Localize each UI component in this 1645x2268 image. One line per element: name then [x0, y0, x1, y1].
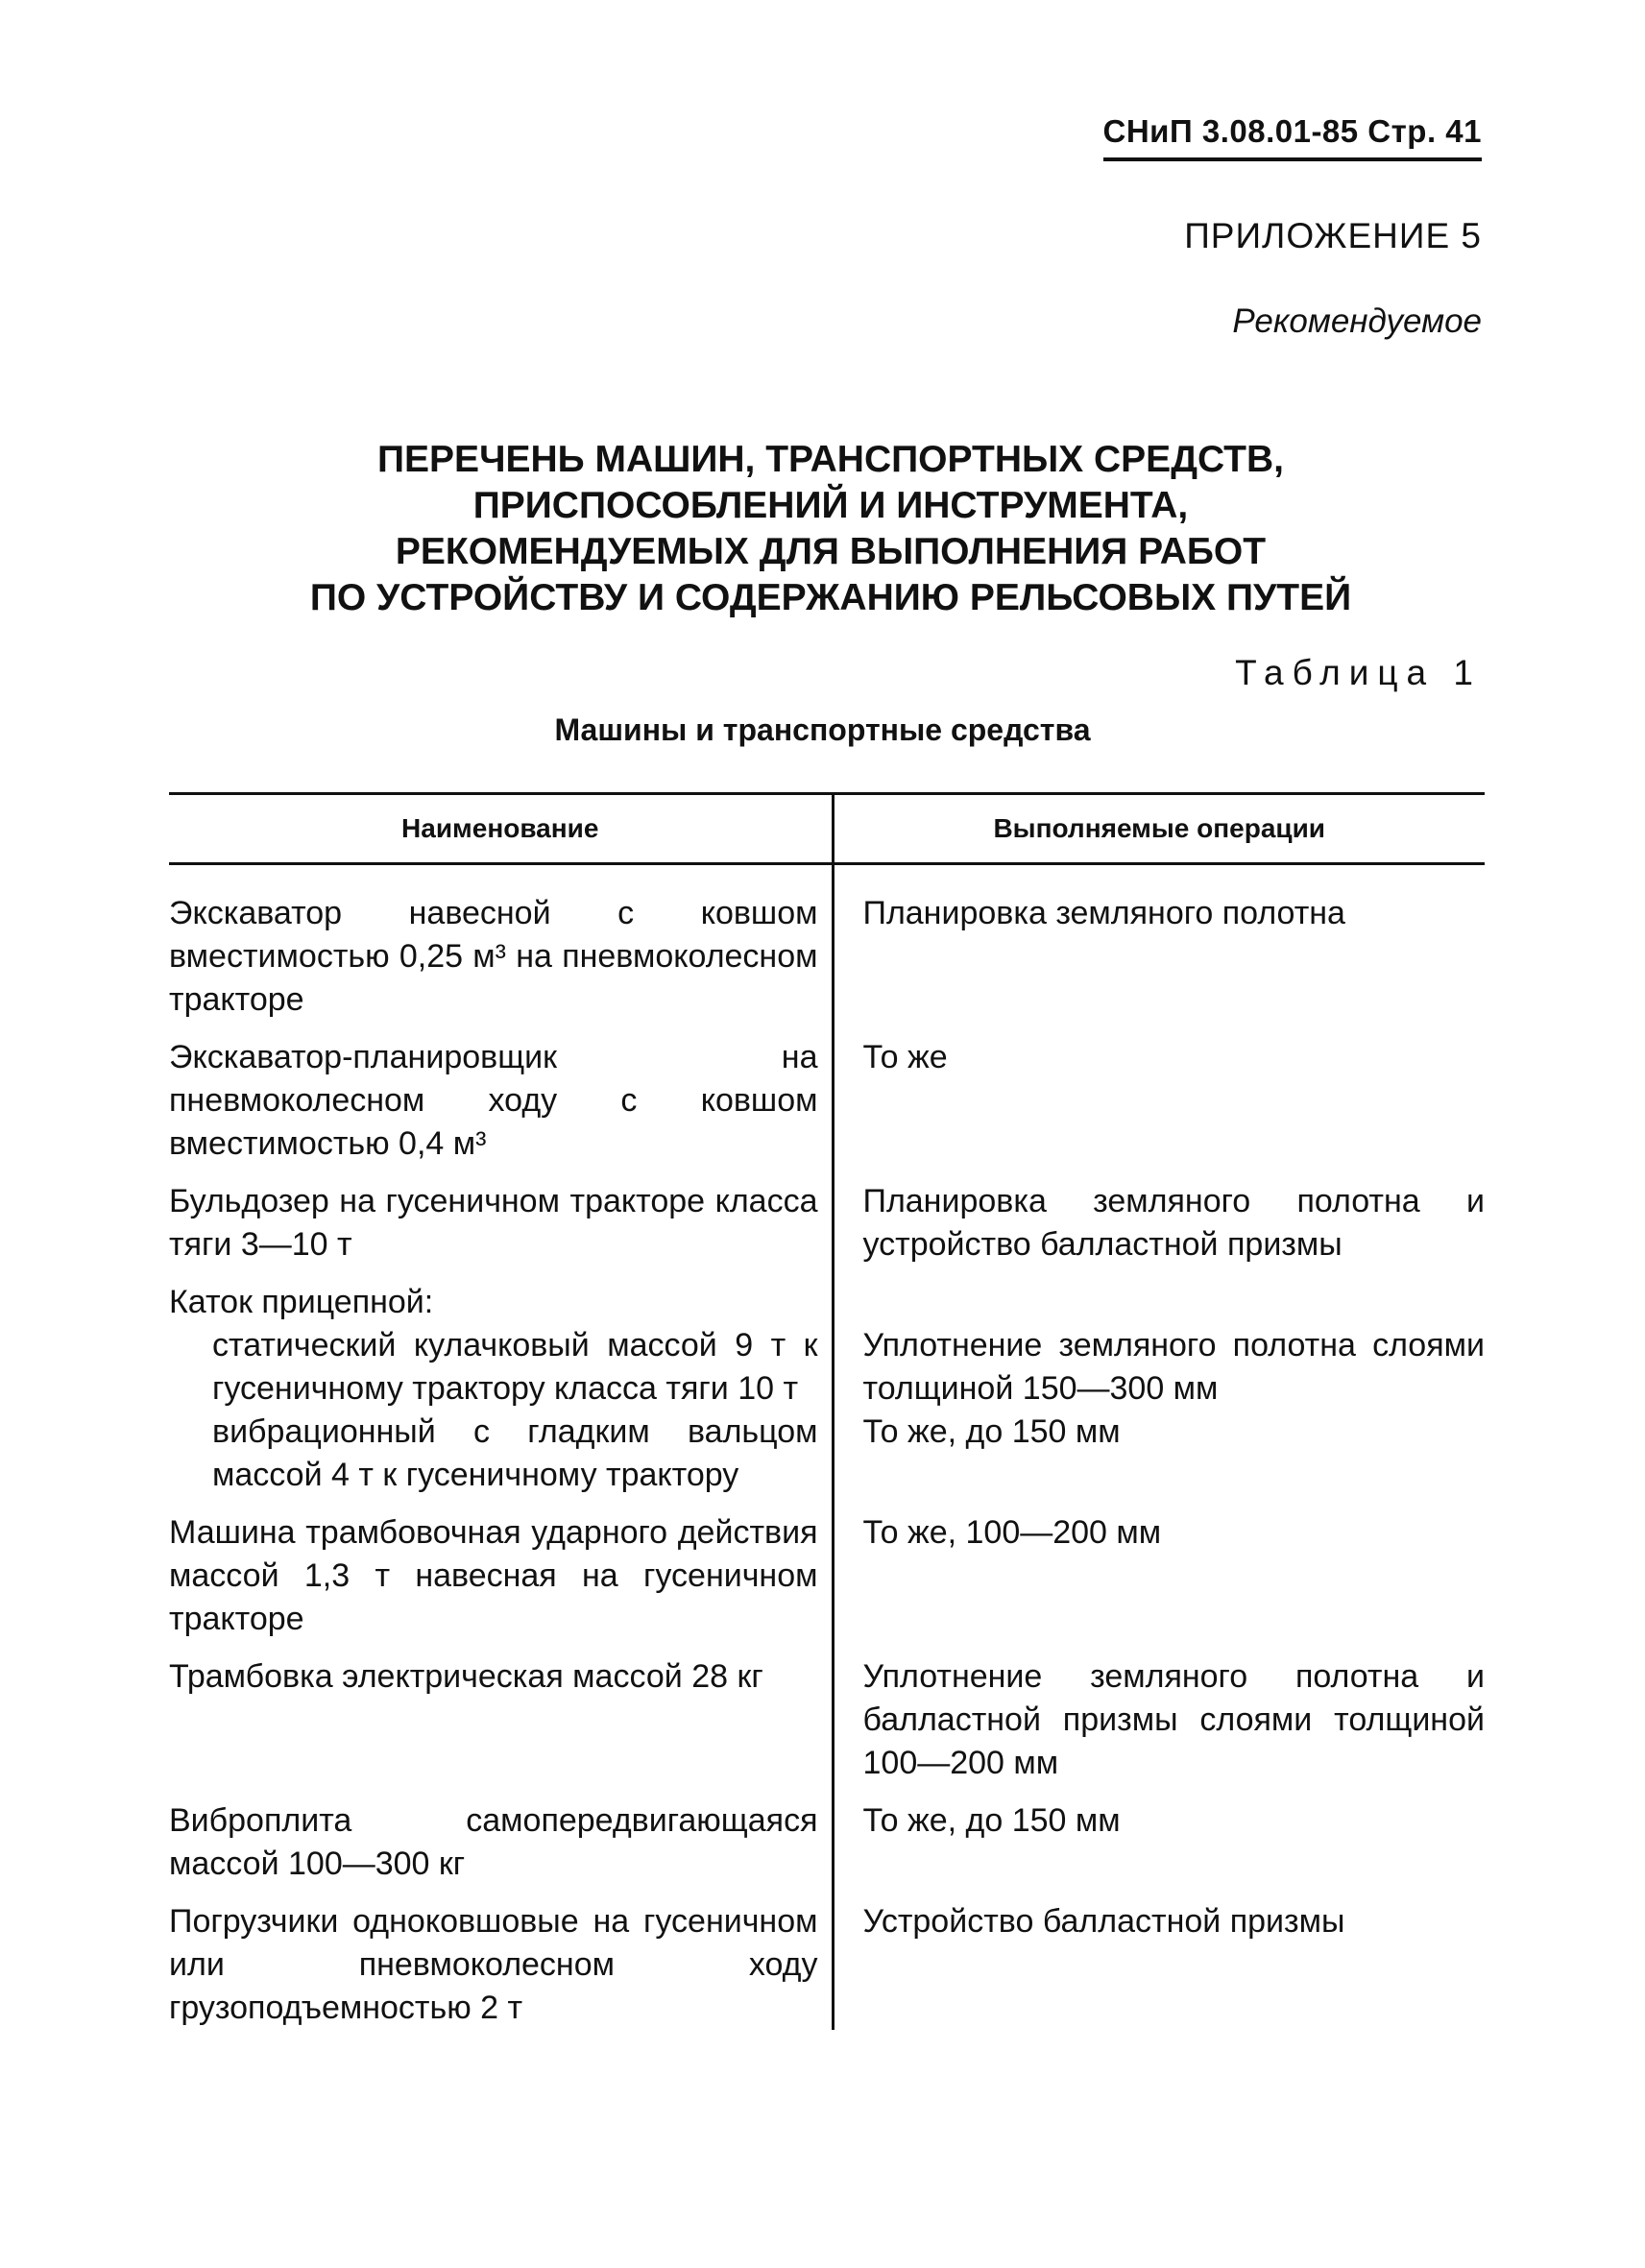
title-line: РЕКОМЕНДУЕМЫХ ДЛЯ ВЫПОЛНЕНИЯ РАБОТ	[395, 531, 1267, 572]
table-row	[169, 1641, 1485, 1785]
machine-operation: Планировка земляного полотна	[862, 895, 1345, 931]
machine-name: Экскаватор навесной с ковшом вместимостью 0,25 м³ на пневмоколесном тракторе	[169, 864, 833, 1023]
table-row	[169, 1785, 1485, 1886]
machine-subitem-name: статический кулачковый массой 9 т к гусеничному трактору класса тяги 10 т	[169, 1324, 833, 1411]
table-row	[169, 864, 1485, 1023]
machines-table	[169, 792, 1485, 2030]
machine-operation: То же	[862, 1039, 948, 1075]
table-header-row	[169, 794, 1485, 864]
appendix-status: Рекомендуемое	[1232, 302, 1482, 340]
table-row	[169, 1411, 1485, 1497]
machine-operation	[833, 1267, 1485, 1324]
machine-operation: То же, до 150 мм	[862, 1413, 1121, 1450]
table-row	[169, 1497, 1485, 1641]
machine-name: Экскаватор-планировщик на пневмоколесном ходу с ковшом вместимостью 0,4 м³	[169, 1022, 833, 1166]
column-header-operations: Выполняемые операции	[833, 794, 1485, 864]
machine-name: Виброплита самопередвигающаяся массой 100—300 кг	[169, 1785, 833, 1886]
column-header-name: Наименование	[169, 794, 833, 864]
machine-name: Погрузчики одноковшовые на гусеничном или пневмоколесном ходу грузоподъемностью 2 т	[169, 1886, 833, 2030]
machine-operation: То же, 100—200 мм	[862, 1514, 1162, 1551]
machine-operation: Планировка земляного полотна и устройство балластной призмы	[862, 1183, 1485, 1263]
machine-subitem-name: вибрационный с гладким вальцом массой 4 т к гусеничному трактору	[169, 1411, 833, 1497]
machine-operation: То же, до 150 мм	[862, 1802, 1121, 1839]
title-line: ПЕРЕЧЕНЬ МАШИН, ТРАНСПОРТНЫХ СРЕДСТВ,	[377, 439, 1284, 480]
machine-operation: Уплотнение земляного полотна слоями толщиной 150—300 мм	[862, 1327, 1485, 1407]
title-line: ПО УСТРОЙСТВУ И СОДЕРЖАНИЮ РЕЛЬСОВЫХ ПУТЕЙ	[309, 577, 1352, 618]
appendix-label: ПРИЛОЖЕНИЕ 5	[1184, 216, 1482, 255]
title-line: ПРИСПОСОБЛЕНИЙ И ИНСТРУМЕНТА,	[472, 485, 1189, 526]
table-row	[169, 1022, 1485, 1166]
table-row	[169, 1324, 1485, 1411]
machine-name: Бульдозер на гусеничном тракторе класса тяги 3—10 т	[169, 1166, 833, 1267]
machine-operation: Уплотнение земляного полотна и балластной призмы слоями толщиной 100—200 мм	[862, 1658, 1485, 1781]
table-caption: Машины и транспортные средства	[554, 712, 1091, 747]
machine-name: Трамбовка электрическая массой 28 кг	[169, 1641, 833, 1785]
table-label: Таблица 1	[1235, 653, 1482, 692]
page-header: СНиП 3.08.01-85 Стр. 41	[1103, 113, 1483, 161]
machine-name: Машина трамбовочная ударного действия массой 1,3 т навесная на гусеничном тракторе	[169, 1497, 833, 1641]
table-row	[169, 1267, 1485, 1324]
document-title	[192, 437, 1469, 621]
machine-operation: Устройство балластной призмы	[862, 1903, 1345, 1940]
machine-group-name: Каток прицепной:	[169, 1267, 833, 1324]
table-row	[169, 1886, 1485, 2030]
table-row	[169, 1166, 1485, 1267]
